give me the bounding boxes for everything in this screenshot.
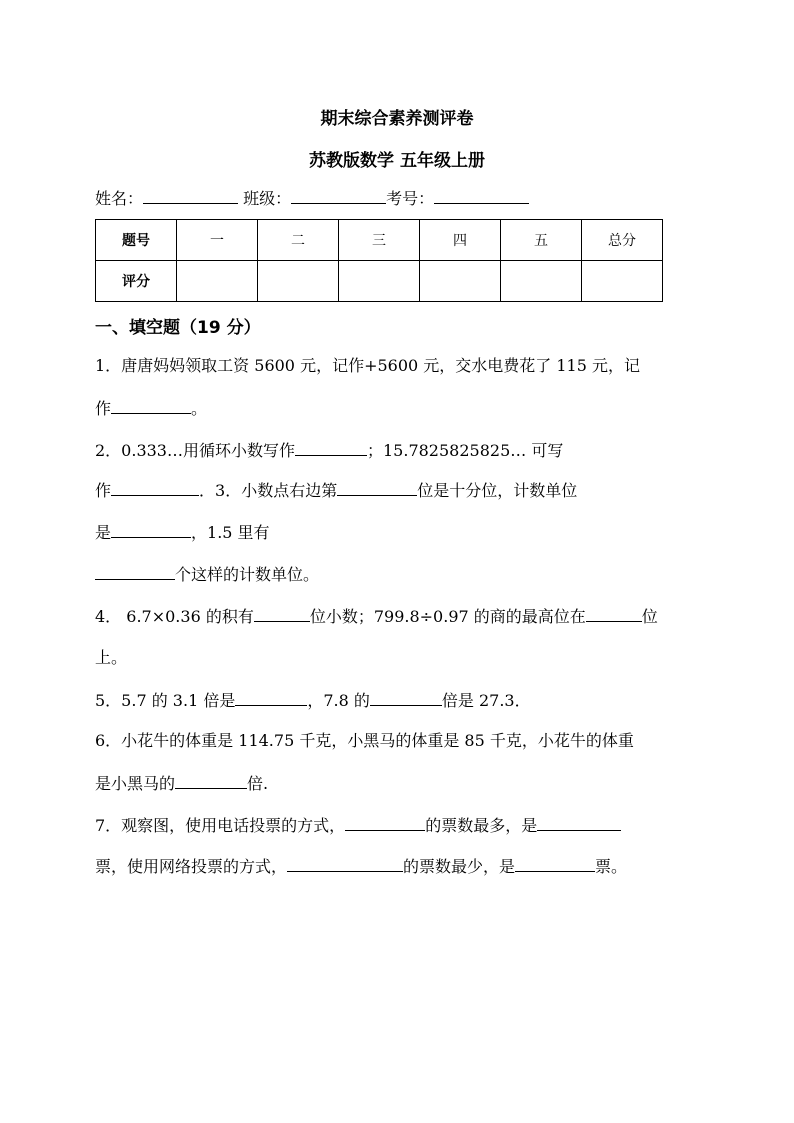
q1-suffix: 。 <box>191 399 208 418</box>
q4-blank-2[interactable] <box>586 605 642 622</box>
q6-text: 6．小花牛的体重是 114.75 千克，小黑马的体重是 85 千克，小花牛的体重 <box>95 731 634 750</box>
q1-line1 <box>95 355 640 377</box>
q2-text: 2．0.333…用循环小数写作 <box>95 441 295 460</box>
q3-text-2: 位是十分位，计数单位 <box>417 481 578 500</box>
q4-suffix: 上。 <box>95 648 128 667</box>
q5-text: 5．5.7 的 3.1 倍是 <box>95 691 236 710</box>
q6-prefix: 是小黑马的 <box>95 774 176 793</box>
q5-line <box>95 689 531 712</box>
score-table-score-row <box>96 261 663 302</box>
q5-text-3: 倍是 27.3． <box>441 691 531 710</box>
student-info-line <box>95 187 529 210</box>
exam-title: 期末综合素养测评卷 <box>320 109 474 129</box>
q7-blank-2[interactable] <box>537 814 621 831</box>
header-cell-question-no: 题号 <box>96 220 177 261</box>
q3-blank-3[interactable] <box>95 563 175 580</box>
exam-no-blank[interactable] <box>434 187 529 204</box>
q1-line2 <box>95 397 207 420</box>
q3-line2 <box>95 521 270 544</box>
score-cell-1[interactable] <box>177 261 258 302</box>
q6-suffix: 倍. <box>247 774 269 793</box>
q3-prefix: 是 <box>95 523 112 542</box>
q3-blank-1[interactable] <box>337 479 417 496</box>
q7-line2 <box>95 855 627 878</box>
q3-blank-2[interactable] <box>111 521 191 538</box>
exam-subtitle: 苏教版数学 五年级上册 <box>309 151 485 171</box>
score-table-header-row <box>96 220 663 261</box>
q5-blank-1[interactable] <box>235 689 307 706</box>
q1-text: 1．唐唐妈妈领取工资 5600 元，记作+5600 元，交水电费花了 115 元，记 <box>95 356 640 375</box>
class-blank[interactable] <box>291 187 386 204</box>
q4-line1 <box>95 605 658 628</box>
q2-text-2: ；15.7825825825… 可写 <box>367 441 564 460</box>
score-cell-5[interactable] <box>501 261 582 302</box>
q7-blank-3[interactable] <box>287 855 403 872</box>
q2-prefix: 作 <box>95 481 112 500</box>
header-cell-2: 二 <box>258 220 339 261</box>
exam-no-label: 考号： <box>386 189 435 208</box>
q7-text-4: 的票数最少，是 <box>403 857 516 876</box>
q6-line2 <box>95 772 268 795</box>
q1-blank[interactable] <box>111 397 191 414</box>
q7-text-5: 票。 <box>595 857 628 876</box>
q2-blank-1[interactable] <box>295 439 367 456</box>
q2-line1 <box>95 439 563 462</box>
q6-line1 <box>95 730 634 752</box>
q5-blank-2[interactable] <box>370 689 442 706</box>
header-cell-3: 三 <box>339 220 420 261</box>
q4-text-3: 位 <box>641 607 658 626</box>
q2-q3-line <box>95 479 577 502</box>
q7-text-2: 的票数最多，是 <box>425 816 538 835</box>
q7-text: 7．观察图，使用电话投票的方式， <box>95 816 346 835</box>
q7-blank-1[interactable] <box>345 814 425 831</box>
name-label: 姓名： <box>95 189 144 208</box>
q3-text-3: ，1.5 里有 <box>191 523 270 542</box>
q4-text: 4． 6.7×0.36 的积有 <box>95 607 254 626</box>
q4-blank-1[interactable] <box>254 605 310 622</box>
q4-line2 <box>95 647 127 669</box>
score-cell-total[interactable] <box>582 261 663 302</box>
score-cell-4[interactable] <box>420 261 501 302</box>
score-table <box>95 219 663 302</box>
q3-text: ．3．小数点右边第 <box>199 481 338 500</box>
name-blank[interactable] <box>143 187 238 204</box>
q7-line1 <box>95 814 621 837</box>
q3-text-4: 个这样的计数单位。 <box>175 565 320 584</box>
score-cell-3[interactable] <box>339 261 420 302</box>
header-cell-1: 一 <box>177 220 258 261</box>
score-cell-2[interactable] <box>258 261 339 302</box>
header-cell-total: 总分 <box>582 220 663 261</box>
q7-blank-4[interactable] <box>515 855 595 872</box>
header-cell-4: 四 <box>420 220 501 261</box>
q5-text-2: ，7.8 的 <box>307 691 370 710</box>
q3-line3 <box>95 563 319 586</box>
class-label: 班级： <box>243 189 292 208</box>
q6-blank[interactable] <box>175 772 247 789</box>
q4-text-2: 位小数；799.8÷0.97 的商的最高位在 <box>309 607 586 626</box>
score-row-label: 评分 <box>96 261 177 302</box>
q2-blank-2[interactable] <box>111 479 199 496</box>
header-cell-5: 五 <box>501 220 582 261</box>
section-title: 一、填空题（19 分） <box>95 318 261 338</box>
q1-prefix: 作 <box>95 399 112 418</box>
q7-text-3: 票，使用网络投票的方式， <box>95 857 288 876</box>
